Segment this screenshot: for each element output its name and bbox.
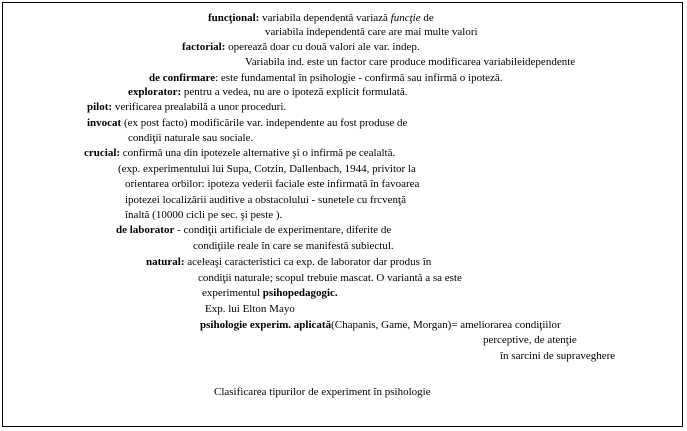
line-laborator: de laborator - condiţii artificiale de experimentare, diferite de: [116, 224, 392, 236]
line-explorator: explorator: pentru a vedea, nu are o ipoteză explicit formulată.: [128, 86, 408, 98]
line-crucial: crucial: confirmă una din ipotezele alternative şi o infirmă pe cealaltă.: [84, 147, 396, 159]
line-mayo: Exp. lui Elton Mayo: [205, 303, 295, 315]
line-factorial: factorial: operează doar cu două valori ale var. indep.: [182, 41, 420, 53]
line-invocat: invocat (ex post facto) modificările var. independente au fost produse de: [87, 117, 408, 129]
line-laborator-cont: condiţiile reale în care se manifestă subiectul.: [193, 240, 394, 252]
line-aplicata: psihologie experim. aplicată(Chapanis, Game, Morgan)= ameliorarea condiţiilor: [200, 319, 561, 331]
document-caption: Clasificarea tipurilor de experiment în psihologie: [214, 386, 431, 398]
line-crucial-example-4: înaltă (10000 cicli pe sec. şi peste ).: [125, 209, 283, 221]
line-natural-cont: condiţii naturale; scopul trebuie mascat. O variantă a sa este: [198, 272, 462, 284]
line-functional-cont: variabila independentă care are mai multe valori: [265, 26, 478, 38]
line-aplicata-cont-2: în sarcini de supraveghere: [500, 350, 616, 362]
line-factorial-cont: Variabila ind. este un factor care produce modificarea variabileidependente: [245, 56, 576, 68]
line-aplicata-cont: perceptive, de atenţie: [483, 334, 577, 346]
line-natural-cont-2: experimentul psihopedagogic.: [202, 287, 338, 299]
line-functional: funcţional: variabila dependentă variază funcţie de: [208, 12, 434, 24]
document-frame: [2, 2, 683, 427]
line-confirmare: de confirmare: este fundamental în psihologie - confirmă sau infirmă o ipoteză.: [149, 72, 503, 84]
line-crucial-example: (exp. experimentului lui Supa, Cotzin, Dallenbach, 1944, privitor la: [118, 163, 416, 175]
line-crucial-example-3: ipotezei localizării auditive a obstacolului - sunetele cu frcvenţă: [125, 194, 406, 206]
line-pilot: pilot: verificarea prealabilă a unor proceduri.: [87, 101, 287, 113]
line-crucial-example-2: orientarea orbilor: ipoteza vederii faciale este infirmată în favoarea: [125, 178, 420, 190]
line-invocat-cont: condiţii naturale sau sociale.: [128, 132, 254, 144]
line-natural: natural: aceleaşi caracteristici ca exp. de laborator dar produs în: [146, 256, 432, 268]
